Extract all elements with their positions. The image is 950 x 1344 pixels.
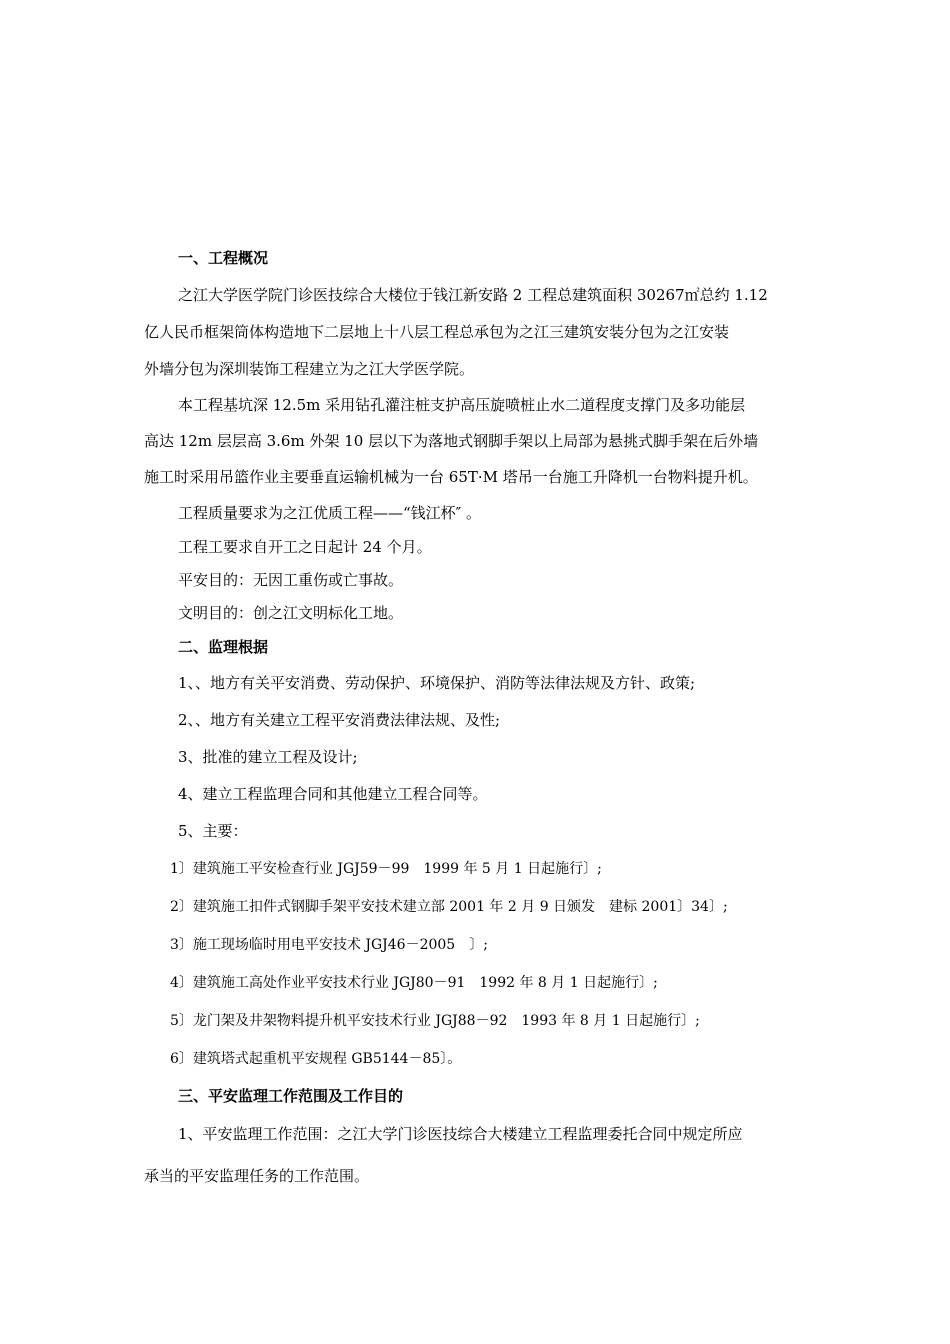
section1-heading: 一、工程概况 bbox=[178, 249, 269, 267]
section2-subitem-3: 3〕施工现场临时用电平安技术 JGJ46－2005 〕; bbox=[170, 937, 488, 953]
duration-requirement: 工程工要求自开工之日起计 24 个月。 bbox=[178, 538, 432, 556]
section2-subitem-5: 5〕龙门架及井架物料提升机平安技术行业 JGJ88－92 1993 年 8 月 1 日起施行〕; bbox=[170, 1013, 700, 1029]
section1-p2-line3: 施工时采用吊篮作业主要垂直运输机械为一台 65T·M 塔吊一台施工升降机一台物料提升机。 bbox=[144, 468, 758, 486]
section1-p1-line3: 外墙分包为深圳装饰工程建立为之江大学医学院。 bbox=[144, 360, 475, 378]
section2-heading: 二、监理根据 bbox=[178, 638, 269, 656]
section1-p1-line2: 亿人民币框架筒体构造地下二层地上十八层工程总承包为之江三建筑安装分包为之江安装 bbox=[144, 323, 730, 341]
section2-item-4: 4、建立工程监理合同和其他建立工程合同等。 bbox=[178, 785, 488, 803]
quality-requirement: 工程质量要求为之江优质工程——“钱江杯″ 。 bbox=[178, 504, 482, 522]
section3-p1-line2: 承当的平安监理任务的工作范围。 bbox=[144, 1167, 370, 1185]
section2-item-5: 5、主要： bbox=[178, 822, 248, 840]
safety-goal: 平安目的：无因工重伤或亡事故。 bbox=[178, 571, 404, 589]
section1-p1-line1: 之江大学医学院门诊医技综合大楼位于钱江新安路 2 工程总建筑面积 30267㎡总约 1.12 bbox=[178, 286, 768, 304]
section3-p1-line1: 1、平安监理工作范围：之江大学门诊医技综合大楼建立工程监理委托合同中规定所应 bbox=[178, 1125, 743, 1143]
section1-p2-line2: 高达 12m 层层高 3.6m 外架 10 层以下为落地式钢脚手架以上局部为悬挑式脚手架在后外墙 bbox=[144, 432, 759, 450]
section2-item-3: 3、批准的建立工程及设计; bbox=[178, 748, 358, 766]
section2-subitem-6: 6〕建筑塔式起重机平安规程 GB5144－85〕。 bbox=[170, 1051, 462, 1067]
section3-heading: 三、平安监理工作范围及工作目的 bbox=[178, 1087, 404, 1105]
section2-subitem-2: 2〕建筑施工扣件式钢脚手架平安技术建立部 2001 年 2 月 9 日颁发 建标 2001〕34〕; bbox=[170, 899, 728, 915]
section2-item-1: 1、、地方有关平安消费、劳动保护、环境保护、消防等法律法规及方针、政策; bbox=[178, 674, 696, 692]
section2-item-2: 2、、地方有关建立工程平安消费法律法规、及性; bbox=[178, 711, 501, 729]
civil-goal: 文明目的：创之江文明标化工地。 bbox=[178, 604, 404, 622]
section1-p2-line1: 本工程基坑深 12.5m 采用钻孔灌注桩支护高压旋喷桩止水二道程度支撑门及多功能层 bbox=[178, 396, 746, 414]
section2-subitem-1: 1〕建筑施工平安检查行业 JGJ59－99 1999 年 5 月 1 日起施行〕; bbox=[170, 861, 602, 877]
section2-subitem-4: 4〕建筑施工高处作业平安技术行业 JGJ80－91 1992 年 8 月 1 日起施行〕; bbox=[170, 975, 658, 991]
